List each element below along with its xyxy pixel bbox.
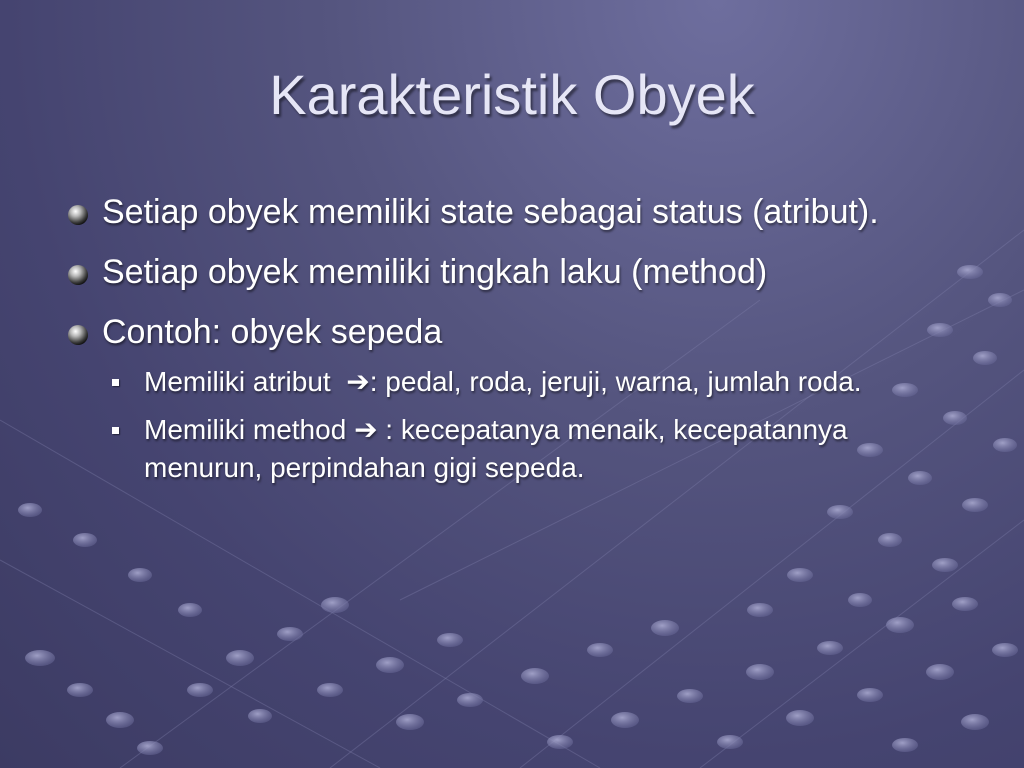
- bullet-text: Setiap obyek memiliki state sebagai status (atribut).: [102, 193, 879, 231]
- right-arrow-icon: ➔: [346, 365, 370, 398]
- bullet-text: Setiap obyek memiliki tingkah laku (method): [102, 253, 768, 291]
- slide-title: Karakteristik Obyek: [269, 63, 755, 126]
- metallic-sphere-bullet-icon: [66, 263, 90, 287]
- metallic-sphere-bullet-icon: [66, 323, 90, 347]
- sub-bullet-text-pre: Memiliki atribut: [144, 366, 347, 397]
- sub-bullet-text-pre: Memiliki method: [144, 414, 355, 445]
- sub-bullet-item: [144, 363, 954, 401]
- bullet-item: [64, 250, 964, 295]
- square-bullet-icon: [112, 379, 119, 386]
- right-arrow-icon: ➔: [354, 413, 378, 446]
- sub-bullet-item: [144, 411, 954, 487]
- bullet-list: [64, 190, 964, 497]
- bullet-text: Contoh: obyek sepeda: [102, 313, 443, 351]
- bullet-item: [64, 190, 964, 235]
- bullet-item: [64, 310, 964, 355]
- sub-bullet-text-post: : pedal, roda, jeruji, warna, jumlah roda.: [369, 366, 862, 397]
- square-bullet-icon: [112, 427, 119, 434]
- sub-bullet-text-post: : kecepatanya menaik, kecepatannya menurun, perpindahan gigi sepeda.: [144, 414, 856, 483]
- metallic-sphere-bullet-icon: [66, 203, 90, 227]
